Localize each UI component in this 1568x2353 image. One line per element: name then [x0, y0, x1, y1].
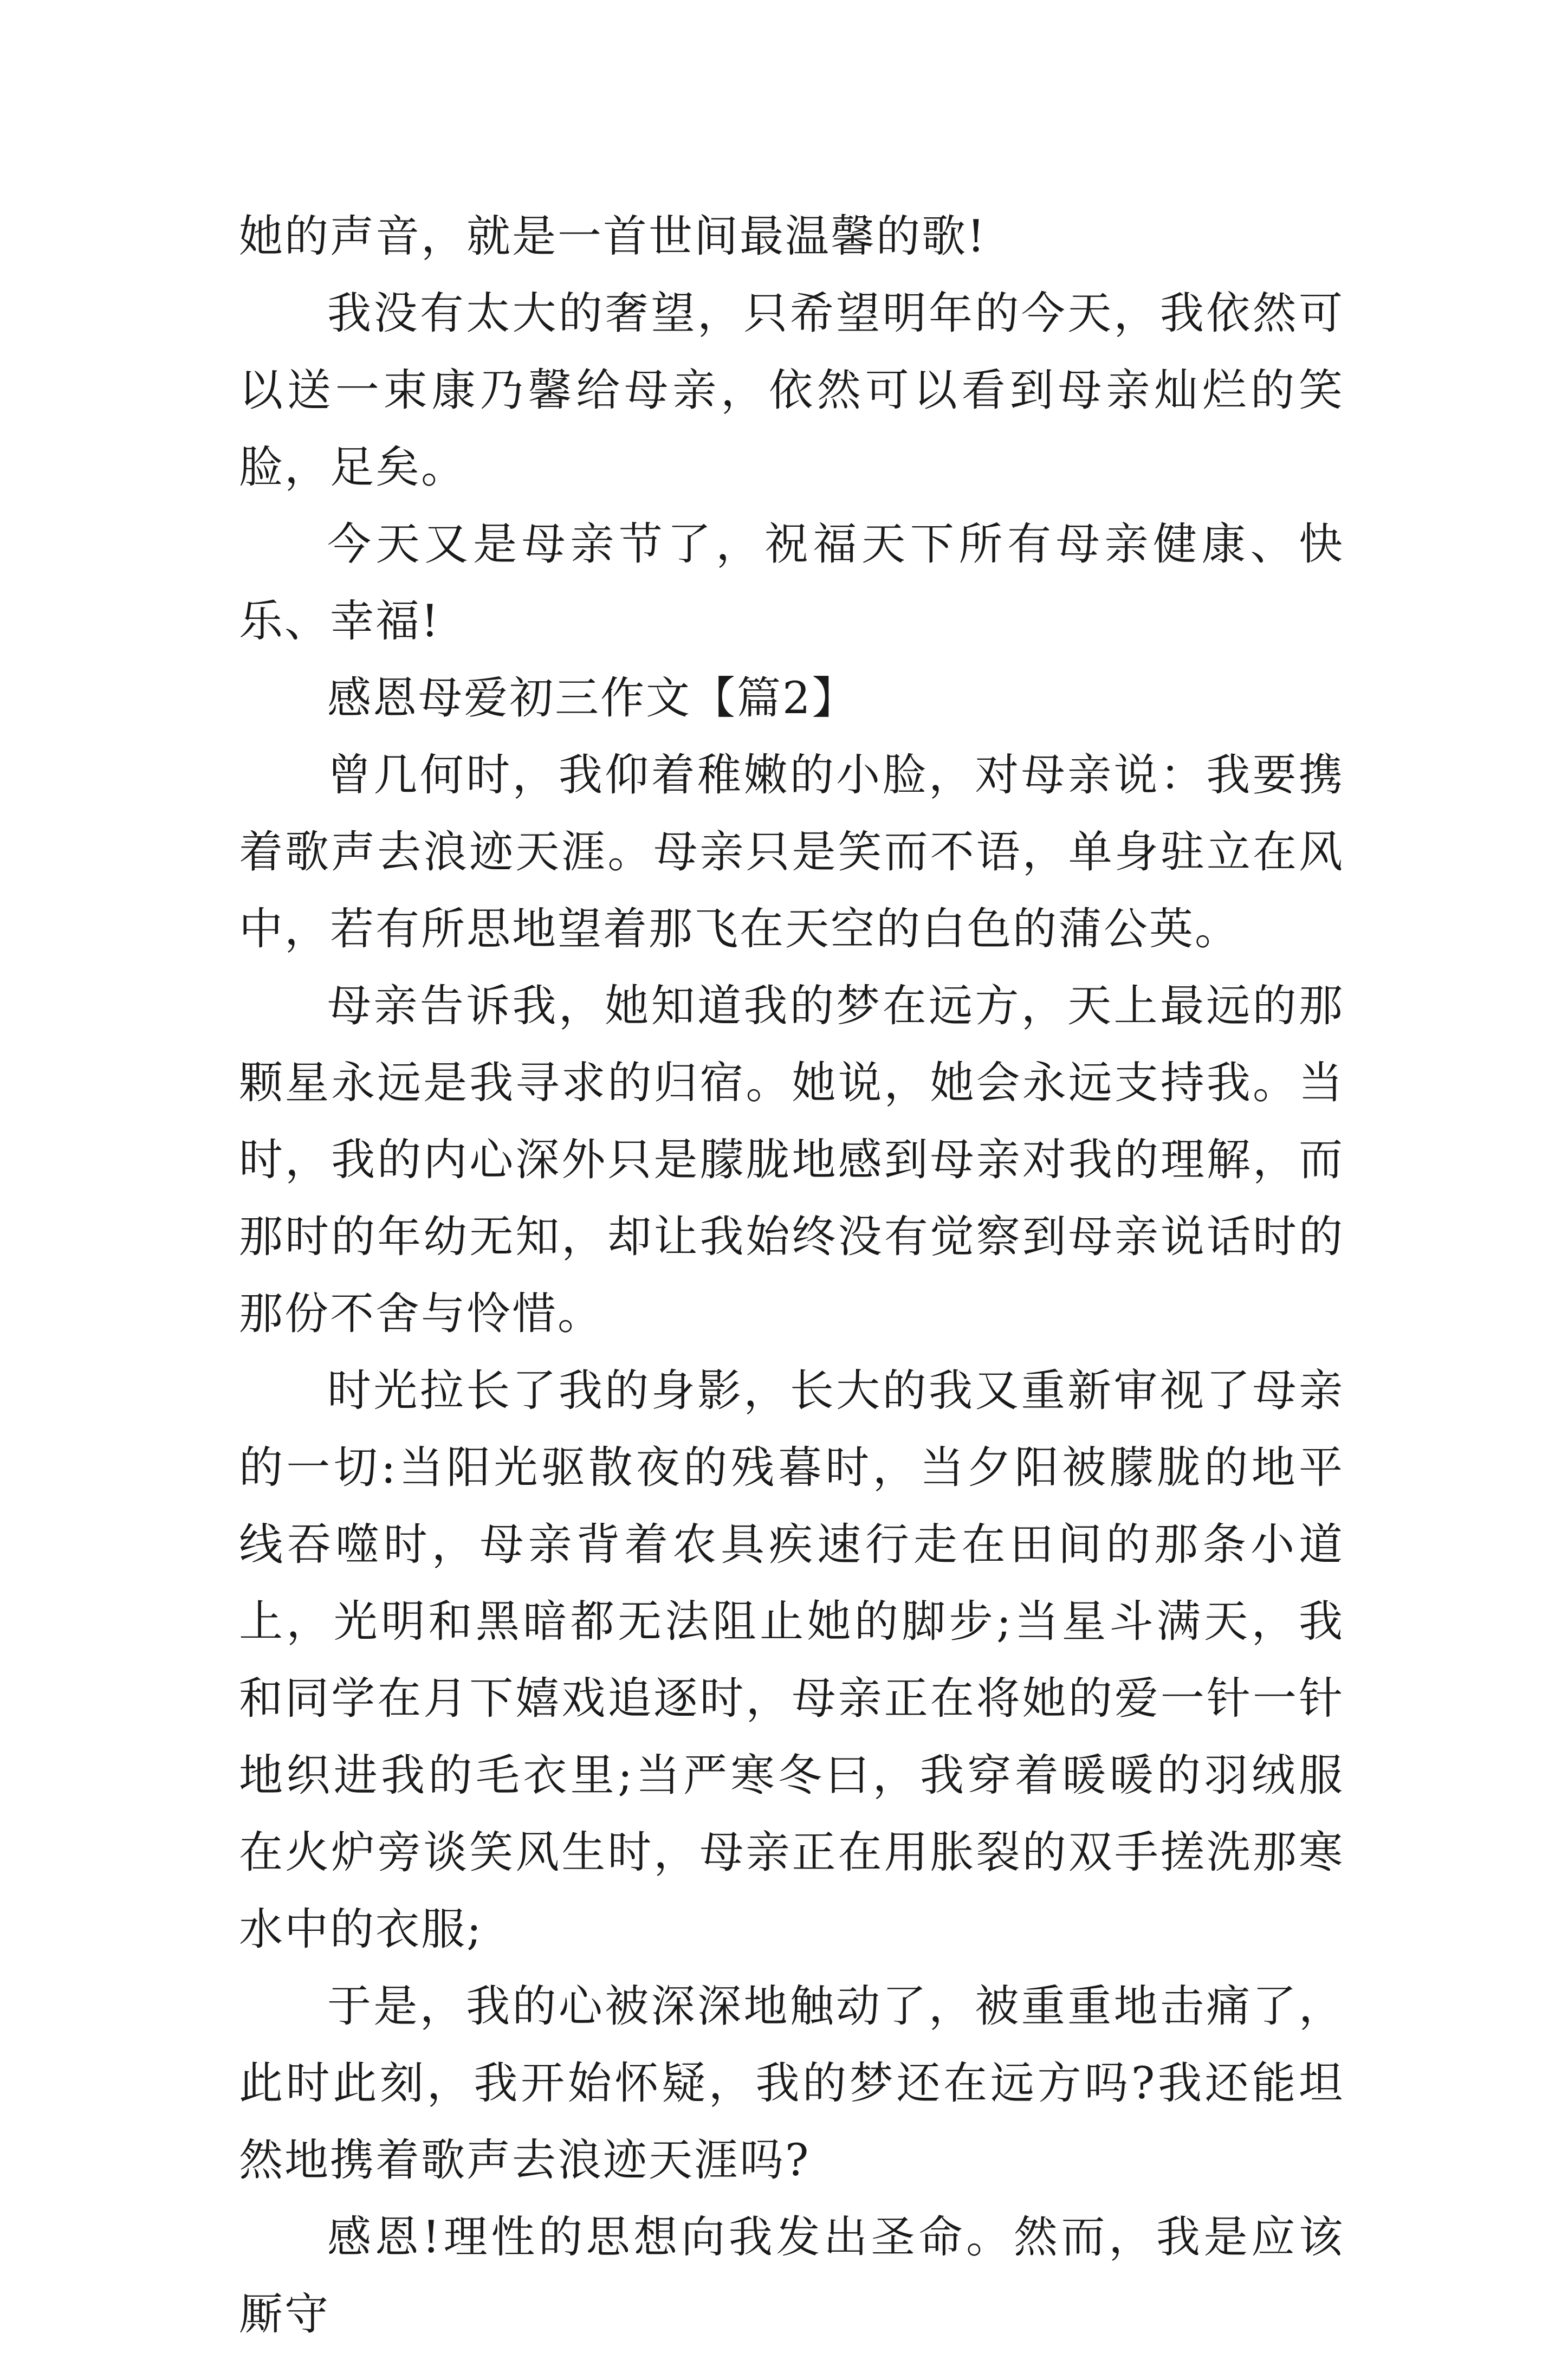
paragraph-3: 今天又是母亲节了，祝福天下所有母亲健康、快乐、幸福!: [239, 519, 1344, 647]
section-paragraph-5: 感恩!理性的思想向我发出圣命。然而，我是应该厮守: [239, 2212, 1344, 2340]
document-body: [239, 198, 1344, 2353]
section-paragraph-3: 时光拉长了我的身影，长大的我又重新审视了母亲的一切:当阳光驱散夜的残暮时，当夕阳被朦胧的地平线吞噬时，母亲背着农具疾速行走在田间的那条小道上，光明和黑暗都无法阻止她的脚步;当星斗满天，我和同学在月下嬉戏追逐时，母亲正在将她的爱一针一针地织进我的毛衣里;当严寒冬曰，我穿着暖暖的羽绒服在火炉旁谈笑风生时，母亲正在用胀裂的双手搓洗那寒水中的衣服;: [239, 1366, 1344, 1955]
paragraph-2: 我没有太大的奢望，只希望明年的今天，我依然可以送一束康乃馨给母亲，依然可以看到母亲灿烂的笑脸，足矣。: [239, 288, 1344, 493]
section-title: 感恩母爱初三作文【篇2】: [327, 673, 858, 724]
section-paragraph-4: 于是，我的心被深深地触动了，被重重地击痛了，此时此刻，我开始怀疑，我的梦还在远方吗?我还能坦然地携着歌声去浪迹天涯吗?: [239, 1981, 1344, 2186]
paragraph-1: 她的声音，就是一首世间最温馨的歌!: [239, 211, 987, 262]
section-paragraph-1: 曾几何时，我仰着稚嫩的小脸，对母亲说：我要携着歌声去浪迹天涯。母亲只是笑而不语，单身驻立在风中，若有所思地望着那飞在天空的白色的蒲公英。: [239, 750, 1344, 955]
section-paragraph-2: 母亲告诉我，她知道我的梦在远方，天上最远的那颗星永远是我寻求的归宿。她说，她会永远支持我。当时，我的内心深外只是朦胧地感到母亲对我的理解，而那时的年幼无知，却让我始终没有觉察到母亲说话时的那份不舍与怜惜。: [239, 981, 1344, 1340]
